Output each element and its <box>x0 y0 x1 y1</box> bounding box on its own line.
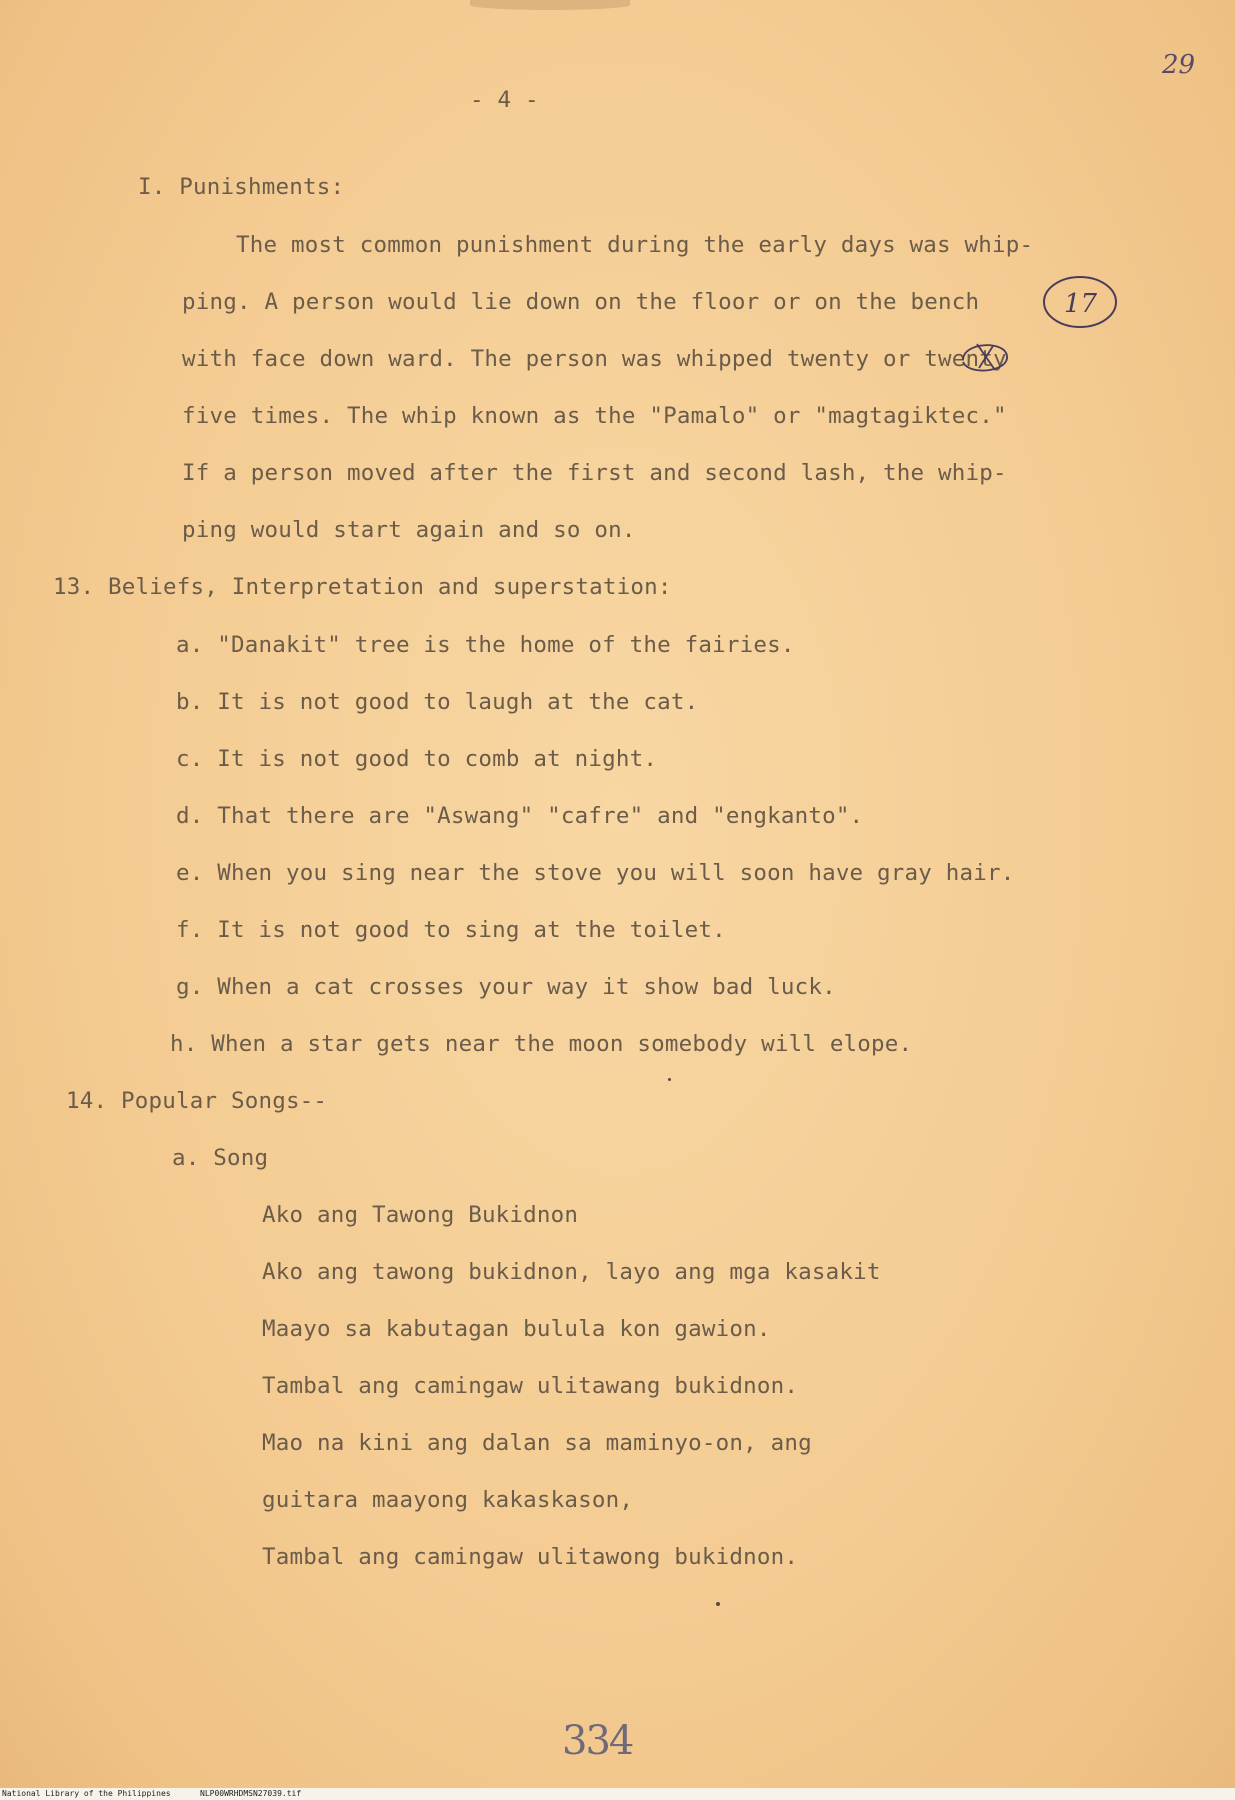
song-lyric-line: Tambal ang camingaw ulitawong bukidnon. <box>262 1544 799 1570</box>
punishments-line: five times. The whip known as the "Pamalo" or "magtagiktec." <box>182 403 1007 429</box>
belief-item: d. That there are "Aswang" "cafre" and "engkanto". <box>176 803 864 829</box>
footer-file-id: NLP00WRHDMSN27039.tif <box>200 1789 302 1798</box>
song-lyric-line: Maayo sa kabutagan bulula kon gawion. <box>262 1316 771 1342</box>
footer-library: National Library of the Philippines <box>2 1789 171 1798</box>
belief-item: b. It is not good to laugh at the cat. <box>176 689 699 715</box>
song-lyric-line: Mao na kini ang dalan sa maminyo-on, ang <box>262 1430 812 1456</box>
song-label: a. Song <box>172 1145 269 1171</box>
songs-heading: 14. Popular Songs-- <box>66 1088 328 1114</box>
song-title: Ako ang Tawong Bukidnon <box>262 1202 579 1228</box>
belief-item: a. "Danakit" tree is the home of the fairies. <box>176 632 795 658</box>
punishments-line: The most common punishment during the early days was whip- <box>236 232 1034 258</box>
belief-item: g. When a cat crosses your way it show bad luck. <box>176 974 836 1000</box>
punishments-heading: I. Punishments: <box>138 174 345 200</box>
circled-annotation <box>1040 272 1120 332</box>
folio-number: 29 <box>1162 50 1196 80</box>
song-lyric-line: Tambal ang camingaw ulitawang bukidnon. <box>262 1373 799 1399</box>
belief-item: h. When a star gets near the moon somebody will elope. <box>170 1031 913 1057</box>
ink-speck <box>716 1602 720 1606</box>
ink-speck <box>668 1078 671 1081</box>
stamp-number: 334 <box>562 1718 633 1764</box>
belief-item: c. It is not good to comb at night. <box>176 746 658 772</box>
page-number: - 4 - <box>470 87 539 113</box>
circled-annotation-text: 17 <box>1064 289 1098 319</box>
punishments-line: If a person moved after the first and second lash, the whip- <box>182 460 1007 486</box>
punishments-line: ping. A person would lie down on the floor or on the bench <box>182 289 980 315</box>
belief-item: f. It is not good to sing at the toilet. <box>176 917 726 943</box>
belief-item: e. When you sing near the stove you will soon have gray hair. <box>176 860 1015 886</box>
scan-footer <box>0 1788 1235 1800</box>
song-lyric-line: Ako ang tawong bukidnon, layo ang mga kasakit <box>262 1259 881 1285</box>
punishments-line: with face down ward. The person was whipped twenty or twenty <box>182 346 1007 372</box>
song-lyric-line: guitara maayong kakaskason, <box>262 1487 634 1513</box>
punishments-line: ping would start again and so on. <box>182 517 636 543</box>
beliefs-heading: 13. Beliefs, Interpretation and superstation: <box>53 574 672 600</box>
paper-stain <box>470 0 630 10</box>
edit-mark-icon <box>955 336 1015 380</box>
